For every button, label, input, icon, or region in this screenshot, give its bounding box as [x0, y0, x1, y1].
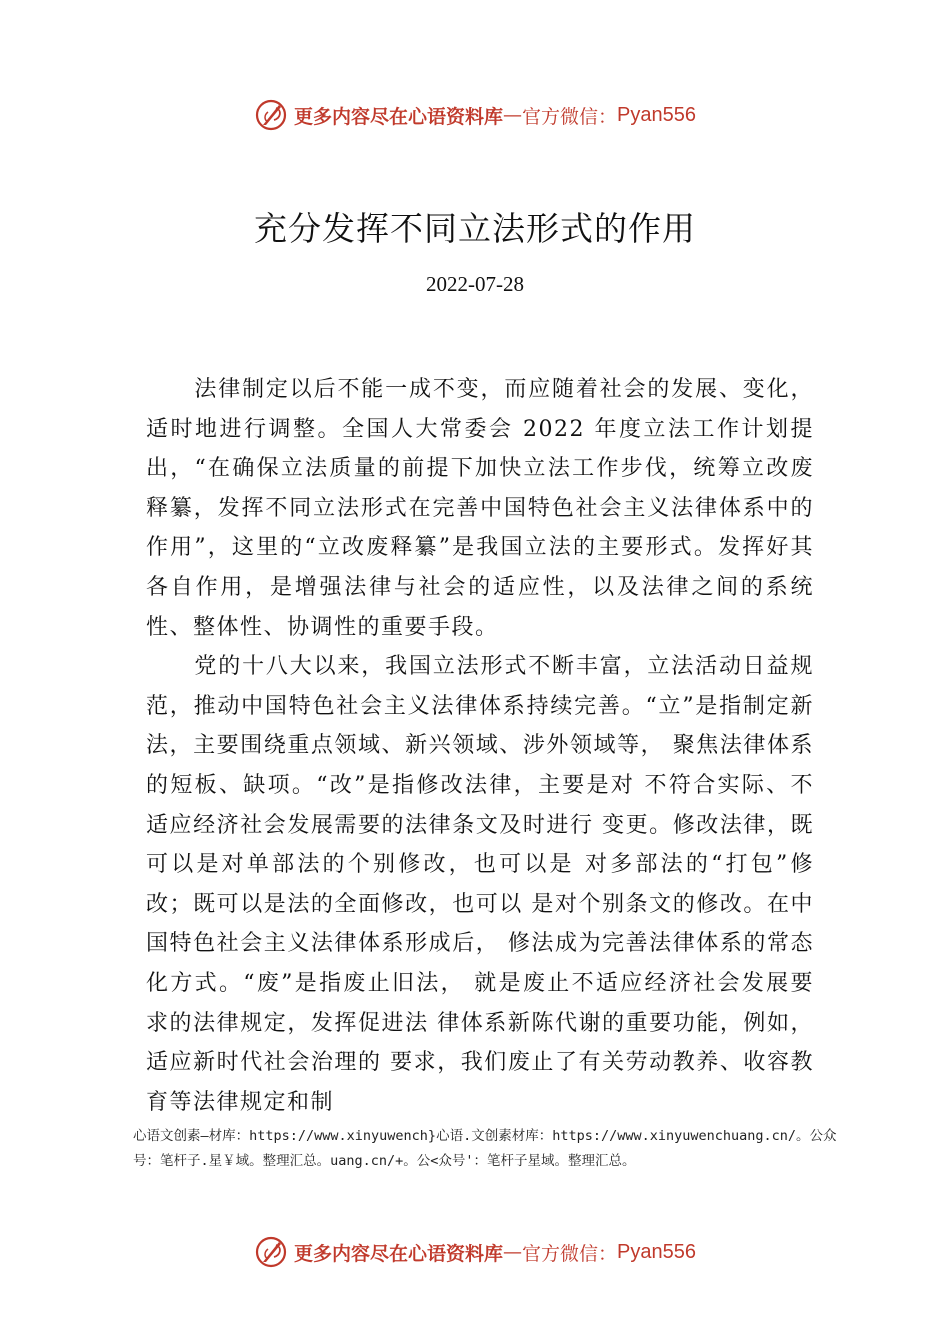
banner-separator: —	[503, 1241, 523, 1263]
footer-banner	[0, 1232, 950, 1272]
article-date: 2022-07-28	[426, 272, 524, 296]
article-title: 充分发挥不同立法形式的作用	[254, 209, 696, 248]
paragraph: 法律制定以后不能一成不变，而应随着社会的发展、变化，适时地进行调整。全国人大常委会 2022 年度立法工作计划提出，“在确保立法质量的前提下加快立法工作步伐，统筹立改废释纂，发挥不同立法形式在完善中国特色社会主义法律体系中的作用”，这里的“立改废释纂”是我国立法的主要形式。发挥好其各自作用，是增强法律与社会的适应性，以及法律之间的系统性、整体性、协调性的重要手段。	[146, 377, 814, 640]
quill-pen-circle-icon	[254, 1235, 288, 1269]
article-body	[146, 370, 814, 1122]
quill-pen-circle-icon	[254, 98, 288, 132]
banner-wechat-id: Pyan556	[617, 1240, 696, 1263]
banner-wechat-label: 官方微信：	[522, 1242, 618, 1265]
header-banner	[0, 95, 950, 135]
banner-wechat-label: 官方微信：	[522, 105, 618, 128]
source-footnote: 心语文创素—材库：https://www.xinyuwench}心语.文创素材库：https://www.xinyuwenchuang.cn/。公众号：笔杆子.星￥域。整理汇总。uang.cn/+。公<众号'：笔杆子星域。整理汇总。	[133, 1128, 837, 1169]
banner-wechat-id: Pyan556	[617, 103, 696, 126]
banner-brand-text: 更多内容尽在心语资料库	[294, 105, 504, 128]
banner-brand-text: 更多内容尽在心语资料库	[294, 1242, 504, 1265]
banner-separator: —	[503, 104, 523, 126]
paragraph: 党的十八大以来，我国立法形式不断丰富，立法活动日益规范，推动中国特色社会主义法律体系持续完善。“立”是指制定新法，主要围绕重点领域、新兴领域、涉外领域等， 聚焦法律体系的短板、缺项。“改”是指修改法律，主要是对 不符合实际、不适应经济社会发展需要的法律条文及时进行 变更。修改法律，既可以是对单部法的个别修改，也可以是 对多部法的“打包”修改；既可以是法的全面修改，也可以 是对个别条文的修改。在中国特色社会主义法律体系形成后， 修法成为完善法律体系的常态化方式。“废”是指废止旧法， 就是废止不适应经济社会发展要求的法律规定，发挥促进法 律体系新陈代谢的重要功能，例如，适应新时代社会治理的 要求，我们废止了有关劳动教养、收容教育等法律规定和制	[146, 654, 814, 1115]
